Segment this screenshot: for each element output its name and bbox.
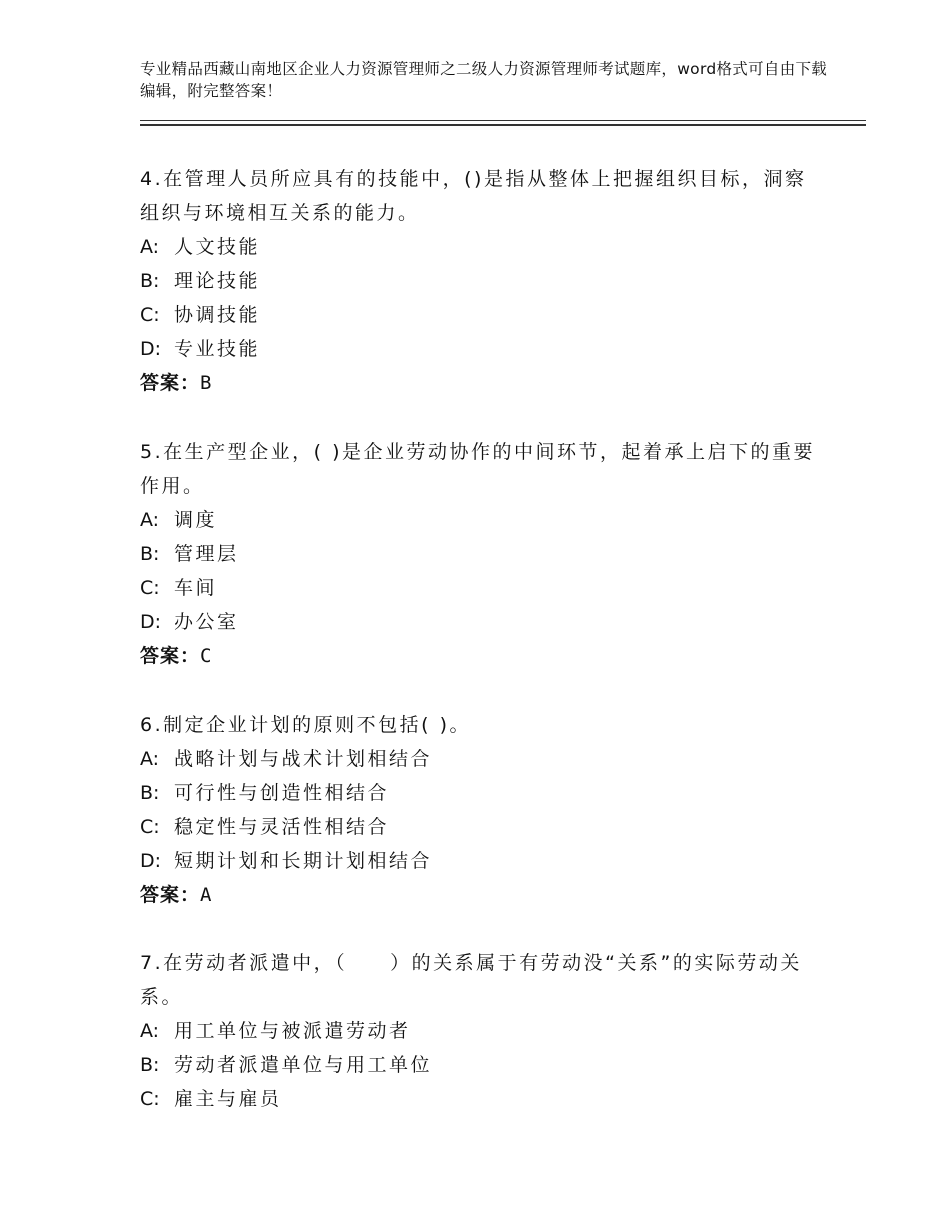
header-divider-thick [140, 124, 866, 126]
header-divider-thin [140, 120, 866, 121]
question-4 [140, 162, 820, 400]
question-7 [140, 946, 820, 1116]
question-stem: 6.制定企业计划的原则不包括( )。 [140, 714, 471, 736]
option-b: B: 理论技能 [140, 270, 261, 292]
option-b: B: 管理层 [140, 543, 239, 565]
option-a: A: 用工单位与被派遣劳动者 [140, 1020, 411, 1042]
question-stem: 7.在劳动者派遣中，（ ）的关系属于有劳动没“关系”的实际劳动关系。 [140, 952, 802, 1008]
question-5 [140, 435, 820, 673]
option-d: D: 短期计划和长期计划相结合 [140, 850, 433, 872]
answer: 答案：B [140, 372, 213, 394]
option-a: A: 人文技能 [140, 236, 261, 258]
answer: 答案：C [140, 645, 213, 667]
option-c: C: 车间 [140, 577, 218, 599]
option-c: C: 稳定性与灵活性相结合 [140, 816, 390, 838]
option-d: D: 办公室 [140, 611, 239, 633]
answer: 答案：A [140, 884, 213, 906]
document-header: 专业精品西藏山南地区企业人力资源管理师之二级人力资源管理师考试题库，word格式可自由下载编辑，附完整答案！ [140, 60, 828, 100]
question-stem: 5.在生产型企业，( )是企业劳动协作的中间环节，起着承上启下的重要作用。 [140, 441, 815, 497]
option-a: A: 调度 [140, 509, 218, 531]
question-stem: 4.在管理人员所应具有的技能中，()是指从整体上把握组织目标，洞察组织与环境相互关系的能力。 [140, 168, 807, 224]
option-b: B: 劳动者派遣单位与用工单位 [140, 1054, 433, 1076]
option-b: B: 可行性与创造性相结合 [140, 782, 390, 804]
question-6 [140, 708, 820, 912]
option-a: A: 战略计划与战术计划相结合 [140, 748, 433, 770]
option-c: C: 协调技能 [140, 304, 261, 326]
option-c: C: 雇主与雇员 [140, 1088, 282, 1110]
option-d: D: 专业技能 [140, 338, 261, 360]
